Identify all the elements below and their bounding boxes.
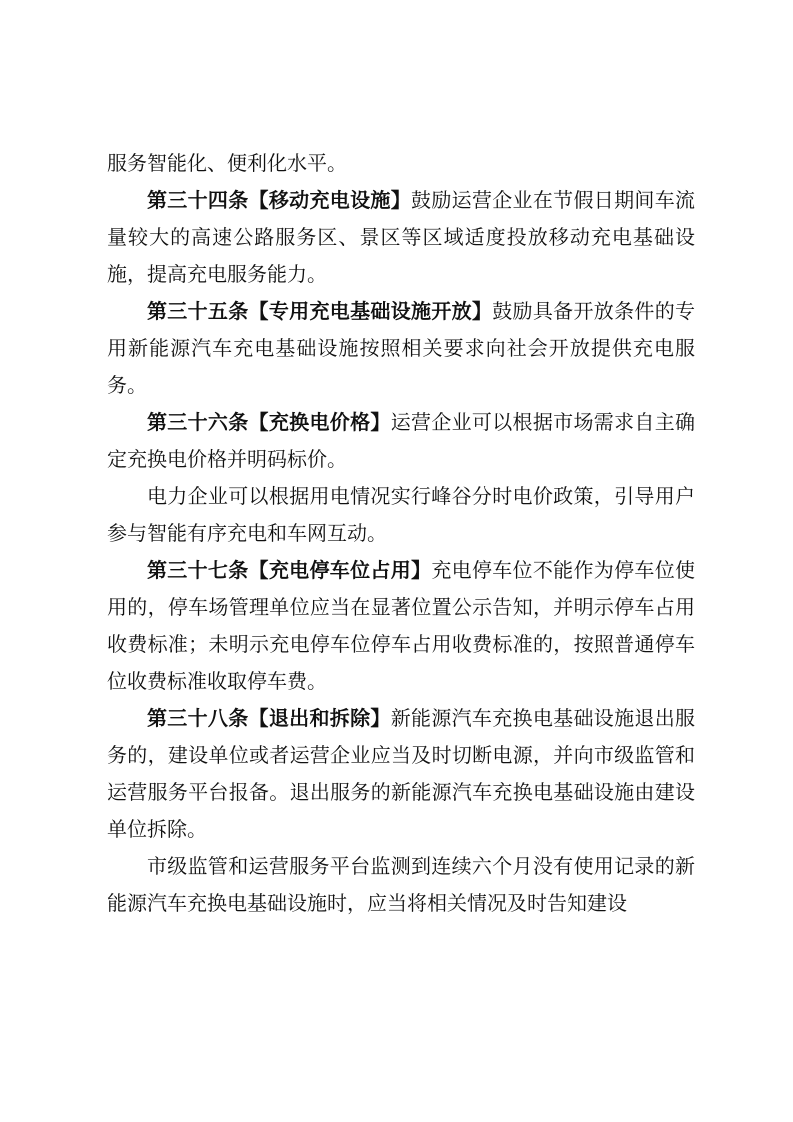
paragraph-text: 市级监管和运营服务平台监测到连续六个月没有使用记录的新能源汽车充换电基础设施时，应当将相关情况及时告知建设	[107, 854, 695, 915]
document-body	[107, 145, 695, 922]
article-text: 新能源汽车充换电基础设施退出服务的，建设单位或者运营企业应当及时切断电源，并向市级监管和运营服务平台报备。退出服务的新能源汽车充换电基础设施由建设单位拆除。	[107, 706, 696, 841]
article-number: 第三十八条	[147, 706, 249, 730]
article-38	[107, 700, 695, 848]
article-title: 【退出和拆除】	[248, 706, 391, 730]
paragraph-continued	[107, 145, 695, 182]
article-title: 【移动充电设施】	[248, 188, 412, 212]
article-number: 第三十六条	[147, 410, 249, 434]
paragraph-electricity-pricing	[107, 478, 695, 552]
article-36	[107, 404, 695, 478]
article-number: 第三十七条	[147, 558, 249, 582]
paragraph-text: 电力企业可以根据用电情况实行峰谷分时电价政策，引导用户参与智能有序充电和车网互动。	[107, 484, 695, 545]
article-number: 第三十五条	[147, 299, 249, 323]
article-text: 运营企业可以根据市场需求自主确定充换电价格并明码标价。	[107, 410, 696, 471]
article-title: 【充换电价格】	[248, 410, 391, 434]
article-text: 充电停车位不能作为停车位使用的，停车场管理单位应当在显著位置公示告知，并明示停车占用收费标准；未明示充电停车位停车占用收费标准的，按照普通停车位收费标准收取停车费。	[107, 558, 696, 693]
article-37	[107, 552, 695, 700]
paragraph-text: 服务智能化、便利化水平。	[107, 151, 347, 175]
article-title: 【专用充电基础设施开放】	[248, 299, 493, 323]
paragraph-monitoring	[107, 848, 695, 922]
article-title: 【充电停车位占用】	[248, 558, 432, 582]
article-number: 第三十四条	[147, 188, 249, 212]
article-34	[107, 182, 695, 293]
article-text: 鼓励运营企业在节假日期间车流量较大的高速公路服务区、景区等区域适度投放移动充电基础设施，提高充电服务能力。	[107, 188, 696, 286]
article-text: 鼓励具备开放条件的专用新能源汽车充电基础设施按照相关要求向社会开放提供充电服务。	[107, 299, 696, 397]
article-35	[107, 293, 695, 404]
